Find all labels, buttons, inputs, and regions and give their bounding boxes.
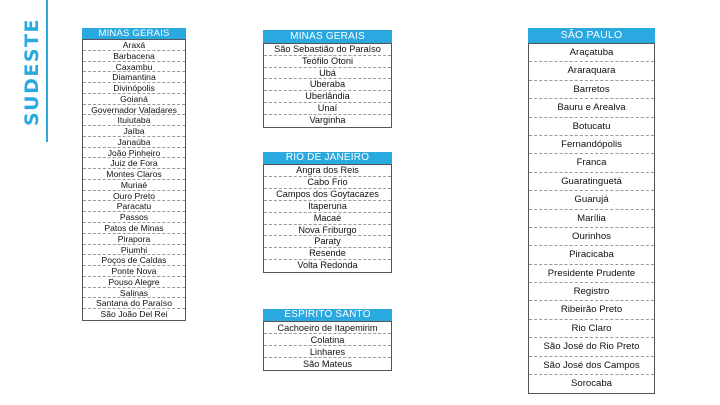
city-item: Franca — [529, 154, 654, 172]
city-item: João Pinheiro — [83, 148, 185, 159]
city-list — [82, 39, 186, 321]
city-item: Jaíba — [83, 126, 185, 137]
city-item: Macaé — [264, 213, 391, 225]
city-item: São Sebastião do Paraíso — [264, 44, 391, 56]
city-item: Nova Friburgo — [264, 225, 391, 237]
city-item: Ituiutaba — [83, 115, 185, 126]
city-item: Volta Redonda — [297, 260, 358, 271]
city-item: Araçatuba — [529, 44, 654, 62]
city-item: Caxambu — [83, 62, 185, 73]
state-list-minas-gerais-1 — [82, 28, 186, 321]
state-list-espirito-santo — [263, 309, 392, 371]
city-item: Pirapora — [83, 234, 185, 245]
state-header-minas-gerais: MINAS GERAIS — [82, 28, 186, 39]
city-item: Resende — [264, 248, 391, 260]
state-header-espirito-santo: ESPÍRITO SANTO — [263, 309, 392, 321]
state-header-minas-gerais: MINAS GERAIS — [263, 30, 392, 43]
city-item: Sorocaba — [570, 378, 613, 390]
city-item: Juiz de Fora — [83, 158, 185, 169]
city-item: Janaúba — [83, 137, 185, 148]
city-item: São José do Rio Preto — [529, 338, 654, 356]
city-item: Pouso Alegre — [83, 277, 185, 288]
city-item: Patos de Minas — [83, 223, 185, 234]
city-item: Barbacena — [83, 51, 185, 62]
city-item: Salinas — [83, 288, 185, 299]
city-item: Ourinhos — [529, 228, 654, 246]
city-item: Fernandópolis — [529, 136, 654, 154]
city-item: Paracatu — [83, 201, 185, 212]
city-item: Goianá — [83, 94, 185, 105]
city-item: Campos dos Goytacazes — [264, 189, 391, 201]
city-item: Governador Valadares — [83, 105, 185, 116]
city-item: Angra dos Reis — [264, 165, 391, 177]
city-item: Poços de Caldas — [83, 255, 185, 266]
city-item: Araraquara — [529, 62, 654, 80]
city-item: São Mateus — [302, 359, 353, 369]
city-item: Linhares — [264, 346, 391, 358]
city-item: Ribeirão Preto — [529, 301, 654, 319]
city-item: Colatina — [264, 334, 391, 346]
city-item: Montes Claros — [83, 169, 185, 180]
city-list — [263, 43, 392, 128]
city-item: Unaí — [264, 103, 391, 115]
city-item: Santana do Paraíso — [83, 298, 185, 309]
city-item: Registro — [529, 283, 654, 301]
city-item: Araxá — [83, 40, 185, 51]
city-item: Teófilo Otoni — [264, 56, 391, 68]
region-divider — [46, 0, 48, 142]
city-item: Guarujá — [529, 191, 654, 209]
city-item: Piumhi — [83, 245, 185, 256]
city-item: Rio Claro — [529, 320, 654, 338]
city-item: Bauru e Arealva — [529, 99, 654, 117]
city-item: Marília — [529, 210, 654, 228]
city-item: Botucatu — [529, 118, 654, 136]
city-list — [263, 321, 392, 371]
region-title-text: SUDESTE — [21, 18, 43, 126]
city-item: São José dos Campos — [529, 357, 654, 375]
city-item: Diamantina — [83, 72, 185, 83]
city-item: São João Del Rei — [100, 309, 168, 320]
city-list — [528, 43, 655, 394]
city-item: Cabo Frio — [264, 177, 391, 189]
state-header-rio-de-janeiro: RIO DE JANEIRO — [263, 152, 392, 164]
state-list-minas-gerais-2 — [263, 30, 392, 128]
city-item: Varginha — [309, 114, 346, 125]
city-item: Ubá — [264, 68, 391, 80]
city-item: Uberlândia — [264, 91, 391, 103]
state-header-sao-paulo: SÃO PAULO — [528, 28, 655, 43]
region-title — [19, 2, 45, 142]
city-list — [263, 164, 392, 273]
city-item: Presidente Prudente — [529, 265, 654, 283]
city-item: Paraty — [264, 236, 391, 248]
city-item: Uberaba — [264, 79, 391, 91]
city-item: Guaratinguetá — [529, 173, 654, 191]
city-item: Cachoeiro de Itapemirim — [264, 322, 391, 334]
city-item: Barretos — [529, 81, 654, 99]
city-item: Itaperuna — [264, 201, 391, 213]
city-item: Muriaé — [83, 180, 185, 191]
city-item: Ponte Nova — [83, 266, 185, 277]
city-item: Divinópolis — [83, 83, 185, 94]
city-item: Passos — [83, 212, 185, 223]
state-list-sao-paulo — [528, 28, 655, 394]
city-item: Piracicaba — [529, 246, 654, 264]
state-list-rio-de-janeiro — [263, 152, 392, 273]
city-item: Ouro Preto — [83, 191, 185, 202]
